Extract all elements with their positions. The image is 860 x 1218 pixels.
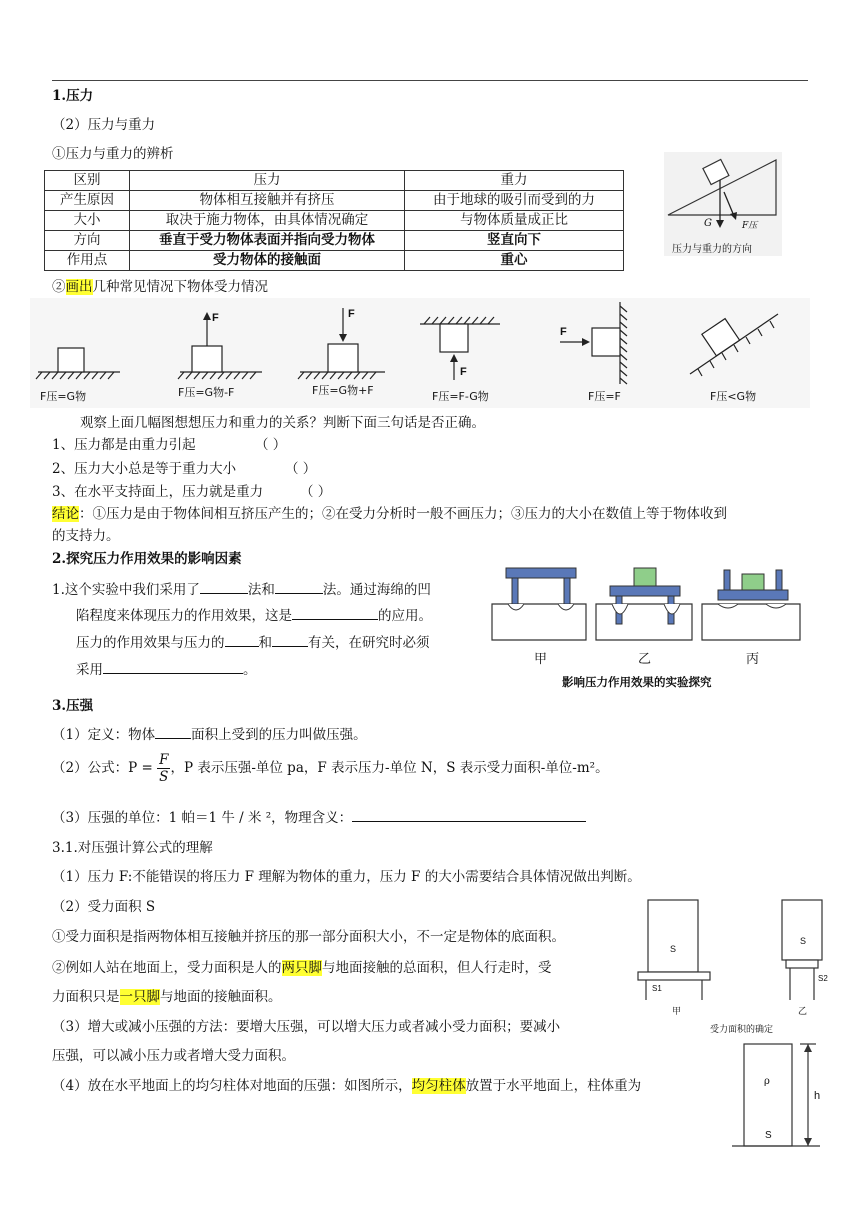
table-header-row <box>45 171 624 191</box>
table-cell: 大小 <box>45 211 130 231</box>
s2-text: 法和 <box>247 582 275 598</box>
force-label: F <box>212 312 219 324</box>
s2-text: 法。通过海绵的凹 <box>322 582 431 598</box>
table-header: 压力 <box>130 171 405 191</box>
area-figure <box>632 892 828 1040</box>
answer-paren-2: （ ） <box>285 461 317 477</box>
table-row <box>45 231 624 251</box>
para-6: （3）增大或减小压强的方法：要增大压强，可以增大压力或者减小受力面积；要减小 <box>52 1019 561 1035</box>
h-label: h <box>814 1090 821 1102</box>
s3-text: （1）定义：物体 <box>52 727 156 743</box>
incline-figure <box>664 152 782 256</box>
table-row <box>45 211 624 231</box>
question-2: 2、压力大小总是等于重力大小 <box>52 461 237 477</box>
table-cell: 与物体质量成正比 <box>405 211 624 231</box>
answer-paren-3: （ ） <box>300 484 332 500</box>
para-5 <box>52 985 282 1005</box>
s2-text: 和 <box>258 635 272 651</box>
s3-text: ，P 表示压强-单位 pa，F 表示压力-单位 N，S 表示受力面积-单位-m²。 <box>170 760 609 776</box>
s2-text: 。 <box>243 662 257 678</box>
s1-sub2: ①压力与重力的辨析 <box>52 146 174 162</box>
definition <box>52 723 367 743</box>
sponge-caption: 影响压力作用效果的实验探究 <box>562 675 712 689</box>
table-cell: 由于地球的吸引而受到的力 <box>405 191 624 211</box>
table-cell: 作用点 <box>45 251 130 271</box>
blank <box>155 724 191 739</box>
f-label: F压 <box>742 221 758 231</box>
force-figures-svg <box>30 298 810 408</box>
s2-line-2 <box>76 604 432 624</box>
table-cell: 竖直向下 <box>405 231 624 251</box>
s2-line-4 <box>76 658 257 678</box>
formula-fraction <box>157 752 170 785</box>
force-label: F <box>560 326 567 338</box>
s3-text: ②例如人站在地面上，受力面积是人的 <box>52 960 282 976</box>
label-yi: 乙 <box>638 652 652 667</box>
label-bing: 丙 <box>746 652 760 667</box>
para-1: （1）压力 F:不能错误的将压力 F 理解为物体的重力，压力 F 的大小需要结合具体情况做出判断。 <box>52 869 641 885</box>
table-row <box>45 251 624 271</box>
formula-num: F <box>159 752 169 768</box>
label-jia: 甲 <box>534 652 548 667</box>
force-label: F <box>348 308 355 320</box>
s3-text: 面积上受到的压力叫做压强。 <box>191 727 367 743</box>
blank <box>275 579 323 594</box>
s2-line-3 <box>76 631 430 651</box>
conclusion-label: 结论 <box>52 506 79 522</box>
blank <box>292 605 378 620</box>
draw-pre: ② <box>52 279 66 295</box>
fig5-caption: F压=F <box>588 390 621 403</box>
table-cell: 重心 <box>405 251 624 271</box>
question-3: 3、在水平支持面上，压力就是重力 <box>52 484 264 500</box>
area-yi: 乙 <box>798 1007 808 1017</box>
s2-text: 有关，在研究时必须 <box>308 635 430 651</box>
conclusion-text: ：①压力是由于物体间相互挤压产生的；②在受力分析时一般不画压力；③压力的大小在数值上等于物体收到 <box>79 506 727 522</box>
table-cell: 物体相互接触并有挤压 <box>130 191 405 211</box>
highlight: 两只脚 <box>281 960 322 976</box>
area-jia: 甲 <box>672 1007 682 1017</box>
s3-text: （2）公式： <box>52 760 129 776</box>
s3-text: （4）放在水平地面上的均匀柱体对地面的压强：如图所示， <box>52 1078 412 1094</box>
s2-line-1 <box>52 578 431 598</box>
blank <box>352 807 586 822</box>
table-header: 重力 <box>405 171 624 191</box>
sponge-experiment-figure <box>488 556 806 696</box>
formula-p: P = <box>128 760 153 776</box>
area-s: S <box>800 936 807 946</box>
column-figure <box>730 1038 826 1156</box>
para-2: （2）受力面积 S <box>52 899 156 915</box>
table-cell: 受力物体的接触面 <box>130 251 405 271</box>
fig2-caption: F压=G物-F <box>178 386 235 399</box>
s2-text: 1.这个实验中我们采用了 <box>52 582 200 598</box>
table-cell: 垂直于受力物体表面并指向受力物体 <box>130 231 405 251</box>
s3-text: 与地面接触的总面积，但人行走时，受 <box>322 960 552 976</box>
area-caption: 受力面积的确定 <box>710 1025 774 1035</box>
para-8 <box>52 1074 641 1094</box>
area-s1: S1 <box>652 984 662 993</box>
unit-line <box>52 806 586 826</box>
s2-text: 压力的作用效果与压力的 <box>76 635 225 651</box>
section-1-heading: 1.压力 <box>52 88 94 104</box>
table-header: 区别 <box>45 171 130 191</box>
blank <box>200 579 248 594</box>
s-label: S <box>765 1130 772 1141</box>
table-cell: 产生原因 <box>45 191 130 211</box>
rho-label: ρ <box>764 1076 770 1087</box>
blank <box>272 632 308 647</box>
highlight: 均匀柱体 <box>411 1078 466 1094</box>
table-cell: 取决于施力物体，由具体情况确定 <box>130 211 405 231</box>
top-rule <box>52 80 808 81</box>
blank <box>225 632 259 647</box>
area-svg <box>632 892 828 1040</box>
formula-den: S <box>159 769 169 785</box>
draw-post: 几种常见情况下物体受力情况 <box>92 279 268 295</box>
fig6-caption: F压<G物 <box>710 390 757 403</box>
force-label: F <box>460 366 467 378</box>
fig4-caption: F压=F-G物 <box>432 390 489 403</box>
fig1-caption: F压=G物 <box>40 390 87 403</box>
s3-text: 放置于水平地面上，柱体重为 <box>465 1078 642 1094</box>
conclusion-line <box>52 502 812 522</box>
draw-highlight: 画出 <box>65 279 93 295</box>
s2-text: 采用 <box>76 662 103 678</box>
observe-text: 观察上面几幅图想想压力和重力的关系？判断下面三句话是否正确。 <box>80 415 485 431</box>
compare-table <box>44 170 624 271</box>
section-2-heading: 2.探究压力作用效果的影响因素 <box>52 551 242 567</box>
force-figures-strip <box>30 298 810 408</box>
s3-text: 与地面的接触面积。 <box>160 989 282 1005</box>
blank <box>103 659 243 674</box>
conclusion-text-2: 的支持力。 <box>52 528 120 544</box>
section-3-heading: 3.压强 <box>52 698 94 714</box>
para-4 <box>52 956 552 976</box>
draw-instruction <box>52 275 268 295</box>
table-cell: 方向 <box>45 231 130 251</box>
s2-text: 的应用。 <box>378 608 432 624</box>
incline-caption: 压力与重力的方向 <box>672 244 752 255</box>
g-label: G <box>704 218 712 229</box>
area-s2: S2 <box>818 974 828 983</box>
s3-text: （3）压强的单位：1 帕＝1 牛 / 米 ²，物理含义： <box>52 810 353 826</box>
para-7: 压强，可以减小压力或者增大受力面积。 <box>52 1048 295 1064</box>
answer-paren-1: （ ） <box>255 437 287 453</box>
question-1: 1、压力都是由重力引起 <box>52 437 196 453</box>
para-3: ①受力面积是指两物体相互接触并挤压的那一部分面积大小，不一定是物体的底面积。 <box>52 929 565 945</box>
area-s: S <box>670 944 677 954</box>
formula-line <box>52 752 609 785</box>
s3-text: 力面积只是 <box>52 989 120 1005</box>
table-row <box>45 191 624 211</box>
s1-sub: （2）压力与重力 <box>52 117 156 133</box>
s2-text: 陷程度来体现压力的作用效果，这是 <box>76 608 292 624</box>
sub-3-1: 3.1.对压强计算公式的理解 <box>52 840 213 856</box>
highlight: 一只脚 <box>119 989 160 1005</box>
fig3-caption: F压=G物+F <box>312 384 374 397</box>
column-svg <box>730 1038 826 1156</box>
